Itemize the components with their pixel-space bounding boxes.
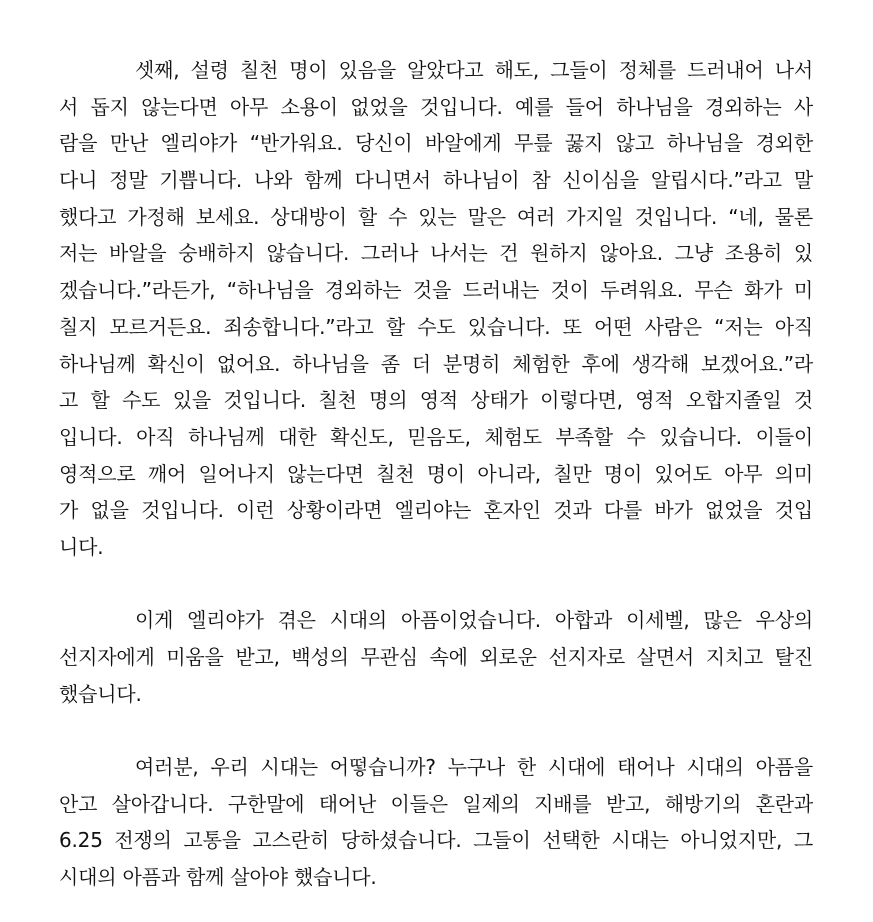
text-line: 하나님께 확신이 없어요. 하나님을 좀 더 분명히 체험한 후에 생각해 보겠어요.”라 bbox=[59, 351, 813, 376]
text-line: 선지자에게 미움을 받고, 백성의 무관심 속에 외로운 선지자로 살면서 지치고 탈진 bbox=[59, 645, 813, 669]
text-line: 셋째, 설령 칠천 명이 있음을 알았다고 해도, 그들이 정체를 드러내어 나서 bbox=[135, 58, 813, 82]
text-line: 6.25 전쟁의 고통을 고스란히 당하셨습니다. 그들이 선택한 시대는 아니었지만, 그 bbox=[59, 828, 813, 853]
text-line: 여러분, 우리 시대는 어떻습니까? 누구나 한 시대에 태어나 시대의 아픔을 bbox=[135, 755, 813, 780]
text-line: 했다고 가정해 보세요. 상대방이 할 수 있는 말은 여러 가지일 것입니다. “네, 물론 bbox=[59, 204, 813, 229]
text-line: 했습니다. bbox=[59, 681, 142, 706]
text-line: 겠습니다.”라든가, “하나님을 경외하는 것을 드러내는 것이 두려워요. 무슨 화가 미 bbox=[59, 278, 813, 303]
paragraph-elijah-pain bbox=[59, 602, 813, 712]
text-line: 람을 만난 엘리야가 “반가워요. 당신이 바알에게 무릎 꿇지 않고 하나님을 경외한 bbox=[59, 131, 813, 156]
text-line: 서 돕지 않는다면 아무 소용이 없었을 것입니다. 예를 들어 하나님을 경외하는 사 bbox=[59, 94, 813, 119]
text-line: 칠지 모르거든요. 죄송합니다.”라고 할 수도 있습니다. 또 어떤 사람은 “저는 아직 bbox=[59, 314, 813, 339]
text-line: 저는 바알을 숭배하지 않습니다. 그러나 나서는 건 원하지 않아요. 그냥 조용히 있 bbox=[59, 241, 813, 266]
text-line: 영적으로 깨어 일어나지 않는다면 칠천 명이 아니라, 칠만 명이 있어도 아무 의미 bbox=[59, 461, 813, 486]
text-line: 안고 살아갑니다. 구한말에 태어난 이들은 일제의 지배를 받고, 해방기의 혼란과 bbox=[59, 791, 813, 816]
text-line: 고 할 수도 있을 것입니다. 칠천 명의 영적 상태가 이렇다면, 영적 오합지졸일 것 bbox=[59, 388, 813, 413]
text-line: 시대의 아픔과 함께 살아야 했습니다. bbox=[59, 865, 377, 890]
paragraph-seventhousand bbox=[59, 52, 813, 566]
text-line: 니다. bbox=[59, 534, 104, 559]
text-line: 다니 정말 기쁩니다. 나와 함께 다니면서 하나님이 참 신이심을 알립시다.”라고 말 bbox=[59, 168, 813, 193]
paragraph-spacer bbox=[59, 712, 813, 749]
text-line: 가 없을 것입니다. 이런 상황이라면 엘리야는 혼자인 것과 다를 바가 없었을 것입 bbox=[59, 498, 813, 523]
text-line: 이게 엘리야가 겪은 시대의 아픔이었습니다. 아합과 이세벨, 많은 우상의 bbox=[135, 608, 813, 633]
paragraph-our-era bbox=[59, 749, 813, 896]
text-line: 입니다. 아직 하나님께 대한 확신도, 믿음도, 체험도 부족할 수 있습니다. 이들이 bbox=[59, 424, 813, 449]
document-page bbox=[59, 52, 813, 896]
paragraph-spacer bbox=[59, 566, 813, 603]
